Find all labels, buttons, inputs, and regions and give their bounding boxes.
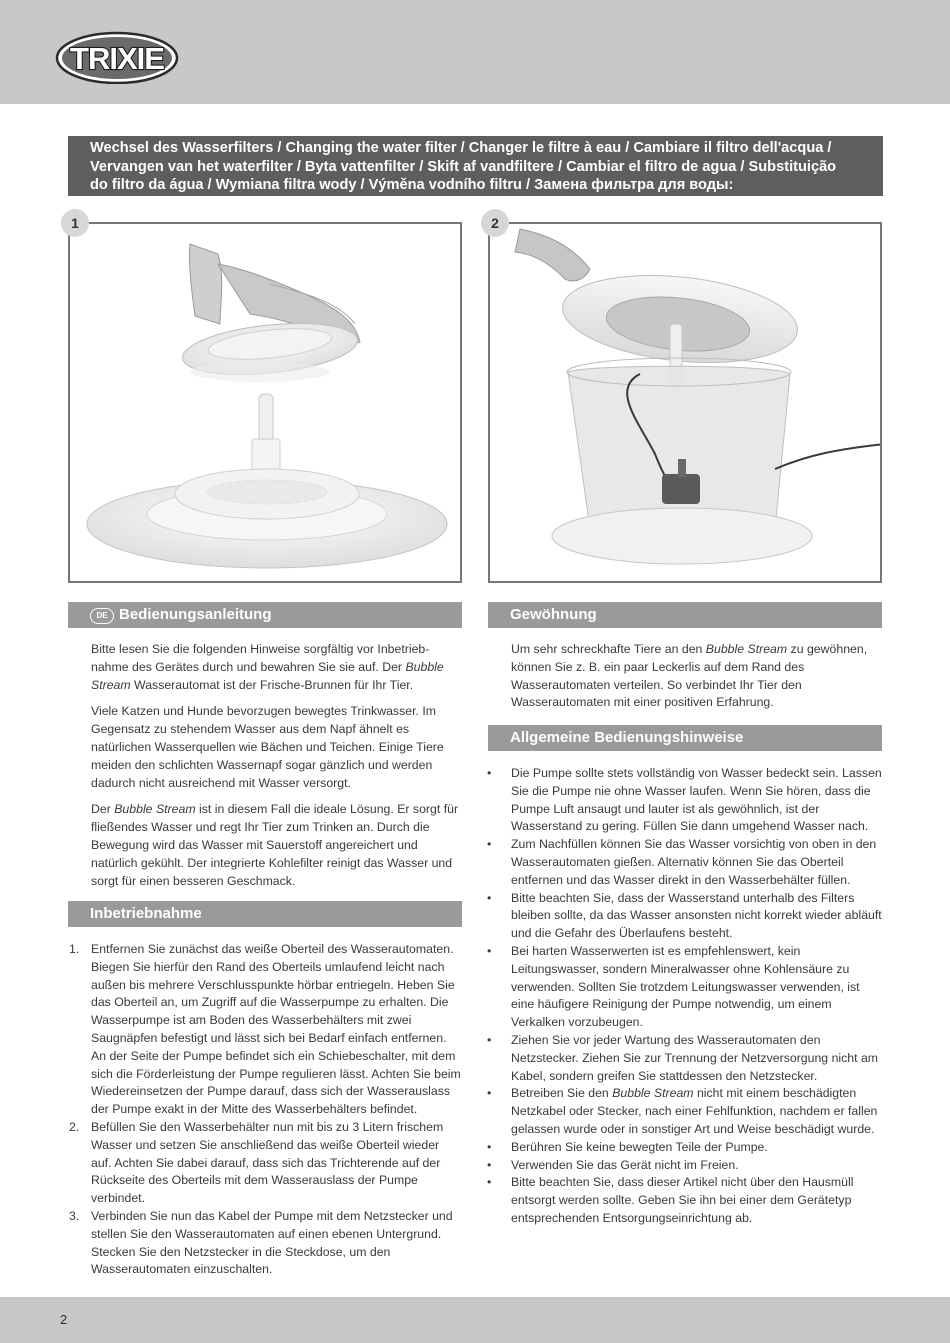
trixie-logo: [55, 30, 179, 84]
step-text: Befüllen Sie den Wasserbehälter nun mit bis zu 3 Litern frischem Wasser und setzen Sie anschließend das weiße Oberteil wieder auf. Achten Sie dabei darauf, dass sich das Trichterende auf der Rückseite des Oberteils mit dem Wasserauslass der Pumpe verbindet.: [91, 1119, 444, 1206]
text-run: Berühren Sie keine bewegten Teile der Pumpe.: [511, 1139, 768, 1154]
fountain-base-illustration: [70, 224, 462, 583]
list-item: [487, 1032, 882, 1085]
section-heading-instructions: [68, 602, 462, 628]
text-run: zu gewöhnen, können Sie z. B. ein paar Leckerlis auf dem Rand des Wasserautomaten verteilen. So verbindet Ihr Tier den Wasserautomaten mit einer positiven Erfahrung.: [511, 642, 868, 710]
bullet: •: [487, 890, 492, 905]
figure-1-photo: [68, 222, 462, 583]
list-item: [69, 1119, 461, 1208]
paragraph: [91, 641, 463, 694]
paragraph: Viele Katzen und Hunde bevorzugen bewegtes Trinkwasser. Im Gegensatz zu stehendem Wasser aus dem Napf ähnelt es natürlichen Wasserquellen wie Bächen und Teichen. Einige Tiere meiden den schlichten Wassernapf sogar gänzlich und werden dadurch nicht ausreichend mit Wasser versorgt.: [91, 704, 444, 790]
list-item: [487, 1085, 882, 1138]
figure-2-number: 2: [481, 209, 509, 237]
list-item: [487, 1174, 882, 1227]
text-run: Verwenden Sie das Gerät nicht im Freien.: [511, 1157, 739, 1172]
bullet: •: [487, 1139, 492, 1154]
section-heading-general: Allgemeine Bedienungshinweise: [488, 725, 882, 751]
step-text: Entfernen Sie zunächst das weiße Oberteil des Wasserautomaten. Biegen Sie hierfür den Rand des Oberteils umlaufend leicht nach außen bis mehrere Verschlusspunkte hörbar entriegeln. Heben Sie das Oberteil an, um Zugriff auf die Wasserpumpe zu erhalten. Die Wasserpumpe ist am Boden des Wasserbehälters mit zwei Saugnäpfen befestigt und lässt sich bei Bedarf einfach entfernen. An der Seite der Pumpe befindet sich ein Schiebeschalter, mit dem sich die Förderleistung der Pumpe regulieren lässt. Achten Sie beim Wiedereinsetzen der Pumpe darauf, dass sich der Wasserauslass der Pumpe exakt in der Mitte des Wasserbehälters befindet.: [91, 942, 461, 1117]
list-item: [487, 765, 882, 836]
text-run: Bitte lesen Sie die folgenden Hinweise sorgfältig vor Inbetrieb-: [91, 642, 430, 656]
section-heading-setup: Inbetriebnahme: [68, 901, 462, 927]
bullet: •: [487, 1086, 492, 1101]
section-heading-text: Bedienungsanleitung: [119, 606, 272, 623]
title-line: Vervangen van het waterfilter / Byta vattenfilter / Skift af vandfiltere / Cambiar el filtro de agua / Substituição: [90, 158, 837, 175]
text-run: Bitte beachten Sie, dass dieser Artikel nicht über den Hausmüll entsorgt werden sollte. Geben Sie ihn bei einer dem Gerätetyp entsprechenden Entsorgungseinrichtung ab.: [511, 1175, 854, 1225]
multilingual-title: [68, 136, 883, 196]
brand-name: Bubble: [405, 659, 444, 674]
list-item: [487, 943, 882, 1032]
list-item: [487, 1139, 882, 1157]
brand-name: Bubble Stream: [612, 1086, 694, 1101]
fountain-open-illustration: [490, 224, 882, 583]
text-run: Die Pumpe sollte stets vollständig von Wasser bedeckt sein. Lassen Sie die Pumpe nie ohne Wasser laufen. Wenn Sie hören, dass die Pumpe Luft ansaugt und lauter ist als gewöhnlich, ist der Wasserstand zu gering. Füllen Sie dann umgehend Wasser nach.: [511, 766, 882, 834]
general-notes-list: [487, 765, 882, 1228]
bullet: •: [487, 1157, 492, 1172]
text-run: Bitte beachten Sie, dass der Wasserstand unterhalb des Filters bleiben sollte, da das Wasser ansonsten nicht korrekt wieder abläuft und die Gefahr des Überlaufens besteht.: [511, 890, 882, 941]
bullet: •: [487, 837, 492, 852]
text-run: Um sehr schreckhafte Tiere an den: [511, 642, 706, 656]
instructions-text: [91, 641, 463, 899]
bullet: •: [487, 1032, 492, 1047]
text-run: Ziehen Sie vor jeder Wartung des Wasserautomaten den Netzstecker. Ziehen Sie zur Trennung der Netzversorgung nicht am Kabel, sondern greifen Sie stattdessen den Netzstecker.: [511, 1032, 879, 1083]
paragraph: [511, 641, 882, 712]
section-heading-habituation: Gewöhnung: [488, 602, 882, 628]
habituation-text: [511, 641, 882, 721]
bullet: •: [487, 766, 492, 780]
step-text: Verbinden Sie nun das Kabel der Pumpe mit dem Netzstecker und stellen Sie den Wasserautomaten auf einen ebenen Untergrund. Stecken Sie den Netzstecker in die Steckdose, um den Wasserautomaten einzuschalten.: [91, 1208, 453, 1277]
svg-text:TRIXIE: TRIXIE: [70, 41, 164, 76]
footer-band: [0, 1297, 950, 1343]
figure-1-number: 1: [61, 209, 89, 237]
step-number: 3.: [69, 1208, 80, 1223]
step-number: 2.: [69, 1119, 80, 1134]
page-number: 2: [60, 1312, 68, 1327]
text-run: Bei harten Wasserwerten ist es empfehlenswert, kein Leitungswasser, sondern Mineralwasser ohne Kohlensäure zu verwenden. Sollten Sie trotzdem Leitungswasser verwenden, ist eine häufigere Reinigung der Pumpe notwendig, um einem Verkalken vorzubeugen.: [511, 943, 860, 1030]
bullet: •: [487, 943, 492, 958]
setup-steps: [69, 941, 461, 1279]
list-item: [487, 836, 882, 889]
language-badge-de: DE: [90, 608, 114, 624]
text-run: nahme des Gerätes durch und bewahren Sie sie auf. Der: [91, 659, 406, 674]
title-line: Wechsel des Wasserfilters / Changing the water filter / Changer le filtre à eau / Cambiare il filtro dell'acqua /: [90, 140, 832, 156]
list-item: [487, 890, 882, 943]
brand-name: Stream: [91, 677, 131, 692]
bullet: •: [487, 1175, 492, 1190]
text-run: Betreiben Sie den: [511, 1086, 613, 1101]
title-line: do filtro da água / Wymiana filtra wody / Výměna vodního filtru / Замена фильтра для воды:: [90, 177, 734, 193]
figure-2-photo: [488, 222, 882, 583]
brand-name: Bubble Stream: [705, 642, 788, 656]
text-run: nicht mit einem beschädigten Netzkabel oder Stecker, nach einer Fehlfunktion, nachdem er fallen gelassen wurde oder in sonstiger Art und Weise beschädigt wurde.: [511, 1086, 878, 1136]
text-run: Zum Nachfüllen können Sie das Wasser vorsichtig von oben in den Wasserautomaten gießen. Alternativ können Sie das Oberteil entfernen und das Wasser direkt in den Wasserbehälter füllen.: [511, 837, 877, 887]
text-run: Der: [91, 802, 115, 817]
step-number: 1.: [69, 942, 80, 956]
text-run: ist in diesem Fall die ideale Lösung. Er sorgt für fließendes Wasser und regt Ihr Tier zum Trinken an. Durch die Bewegung wird das Wasser mit Sauerstoff angereichert und natürlich gekühlt. Der integrierte Kohlefilter reinigt das Wasser und sorgt für einen besseren Geschmack.: [91, 802, 459, 888]
brand-name: Bubble Stream: [114, 802, 196, 817]
text-run: Wasserautomat ist der Frische-Brunnen für Ihr Tier.: [130, 677, 414, 692]
list-item: [487, 1157, 882, 1175]
paragraph: [91, 801, 463, 890]
list-item: [69, 941, 461, 1119]
list-item: [69, 1208, 461, 1279]
